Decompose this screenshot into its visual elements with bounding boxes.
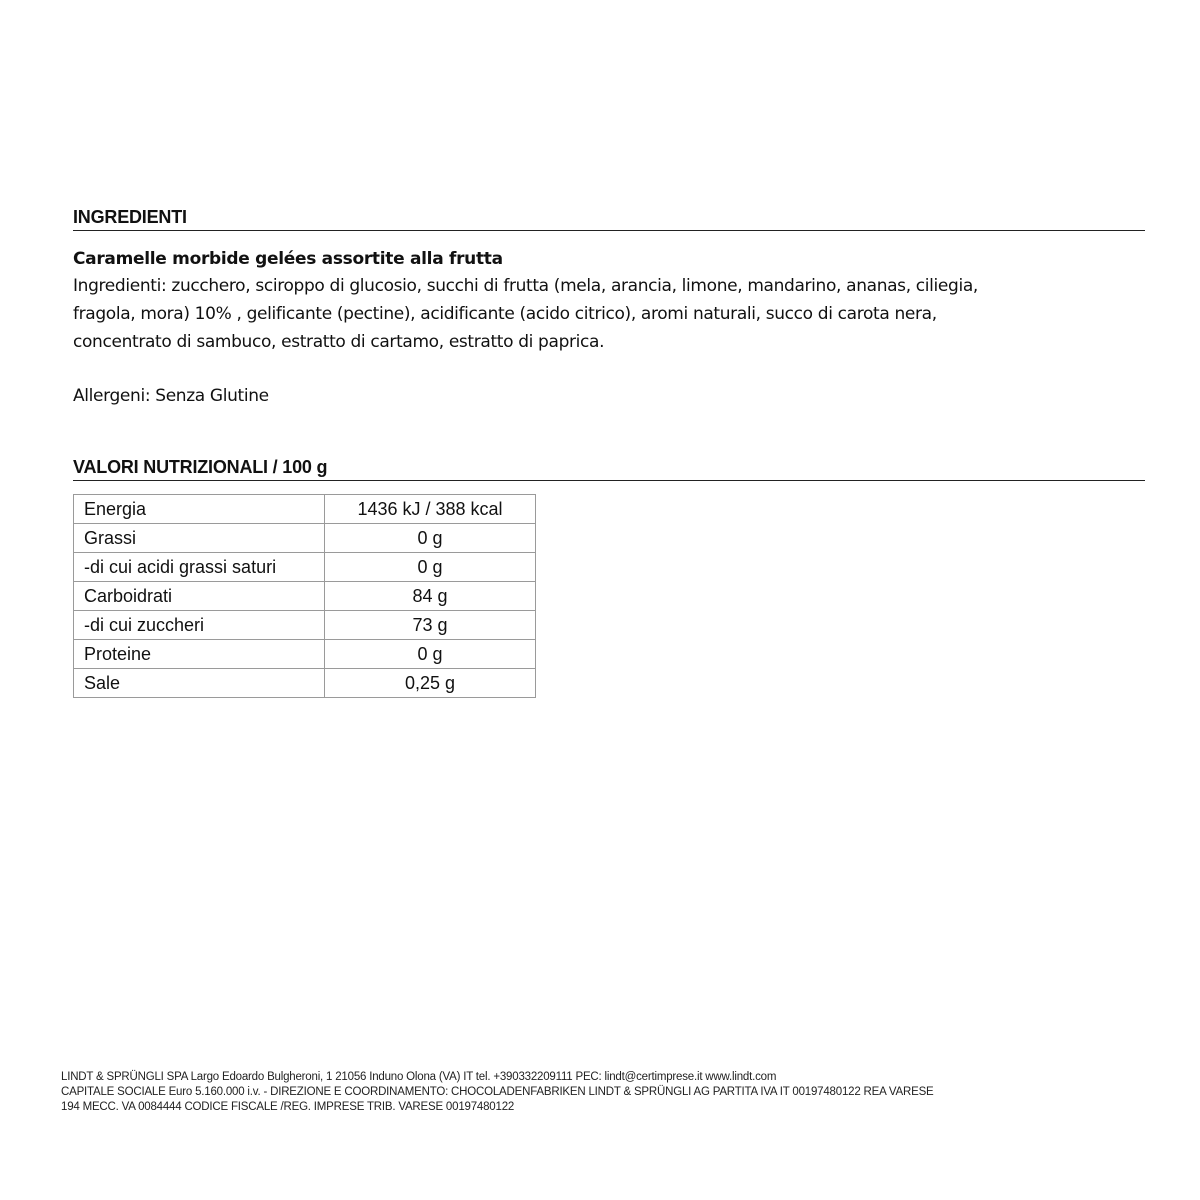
ingredients-list [73, 272, 1133, 356]
ingredients-line: concentrato di sambuco, estratto di cartamo, estratto di paprica. [73, 332, 605, 352]
nutrient-value: 1436 kJ / 388 kcal [325, 495, 536, 524]
table-row [74, 495, 536, 524]
table-row [74, 582, 536, 611]
nutrient-label: Carboidrati [74, 582, 325, 611]
table-row [74, 669, 536, 698]
nutrient-label: Sale [74, 669, 325, 698]
nutrition-table [73, 494, 536, 698]
nutrient-value: 0,25 g [325, 669, 536, 698]
nutrient-value: 84 g [325, 582, 536, 611]
nutrient-label: Energia [74, 495, 325, 524]
table-row [74, 553, 536, 582]
ingredients-line: fragola, mora) 10% , gelificante (pectine), acidificante (acido citrico), aromi naturali, succo di carota nera, [73, 304, 937, 324]
nutrient-label: -di cui zuccheri [74, 611, 325, 640]
nutrient-label: -di cui acidi grassi saturi [74, 553, 325, 582]
table-row [74, 611, 536, 640]
table-row [74, 640, 536, 669]
nutrient-label: Proteine [74, 640, 325, 669]
nutrient-value: 73 g [325, 611, 536, 640]
nutrient-value: 0 g [325, 524, 536, 553]
footer-line: CAPITALE SOCIALE Euro 5.160.000 i.v. - DIREZIONE E COORDINAMENTO: CHOCOLADENFABRIKEN LINDT & SPRÜNGLI AG PARTITA IVA IT 00197480122 REA VARESE [61, 1086, 934, 1098]
footer-line: LINDT & SPRÜNGLI SPA Largo Edoardo Bulgheroni, 1 21056 Induno Olona (VA) IT tel. +390332209111 PEC: lindt@certimprese.it www.lindt.com [61, 1071, 777, 1083]
nutrient-value: 0 g [325, 553, 536, 582]
ingredients-line: Ingredienti: zucchero, sciroppo di glucosio, succhi di frutta (mela, arancia, limone, mandarino, ananas, ciliegia, [73, 276, 978, 296]
table-row [74, 524, 536, 553]
nutrient-label: Grassi [74, 524, 325, 553]
nutrition-heading: VALORI NUTRIZIONALI / 100 g [73, 456, 1145, 481]
product-name: Caramelle morbide gelées assortite alla frutta [73, 249, 503, 269]
ingredients-heading: INGREDIENTI [73, 206, 1145, 231]
footer-line: 194 MECC. VA 0084444 CODICE FISCALE /REG. IMPRESE TRIB. VARESE 00197480122 [61, 1101, 515, 1113]
allergens-text: Allergeni: Senza Glutine [73, 386, 269, 406]
company-footer [61, 1070, 1161, 1115]
nutrient-value: 0 g [325, 640, 536, 669]
